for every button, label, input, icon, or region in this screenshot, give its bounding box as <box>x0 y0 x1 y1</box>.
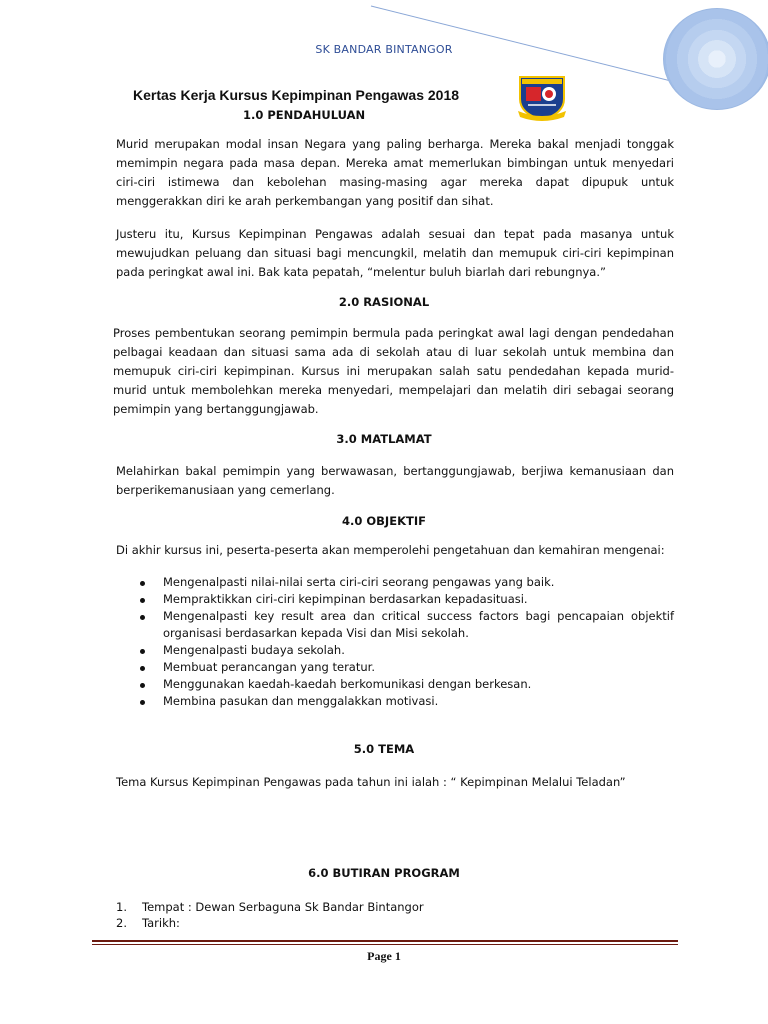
bullet-icon <box>140 666 145 671</box>
bullet-icon <box>140 598 145 603</box>
paragraph-matlamat: Melahirkan bakal pemimpin yang berwawasan, bertanggungjawab, berjiwa kemanusiaan dan berperikemanusiaan yang cemerlang. <box>116 464 674 497</box>
list-item: 2. Tarikh: <box>116 916 180 930</box>
list-item: Menggunakan kaedah-kaedah berkomunikasi dengan berkesan. <box>134 676 674 693</box>
paragraph-pendahuluan-2: Justeru itu, Kursus Kepimpinan Pengawas adalah sesuai dan tepat pada masanya untuk mewujudkan peluang dan situasi bagi mencungkil, melatih dan memupuk ciri-ciri kepimpinan pada peringkat awal ini. Bak kata pepatah, “melentur buluh biarlah dari rebungnya.” <box>116 227 674 279</box>
paragraph-tema: Tema Kursus Kepimpinan Pengawas pada tahun ini ialah : “ Kepimpinan Melalui Teladan” <box>116 775 626 789</box>
bullet-icon <box>140 581 145 586</box>
list-item: Mengenalpasti nilai-nilai serta ciri-ciri seorang pengawas yang baik. <box>134 574 674 591</box>
list-item: Membuat perancangan yang teratur. <box>134 659 674 676</box>
section-heading-objektif: 4.0 OBJEKTIF <box>342 514 426 528</box>
footer-rule <box>92 940 678 942</box>
list-item: Mempraktikkan ciri-ciri kepimpinan berdasarkan kepadasituasi. <box>134 591 674 608</box>
bullet-icon <box>140 615 145 620</box>
objectives-list <box>134 574 674 710</box>
program-details-list <box>116 899 674 931</box>
bullet-icon <box>140 649 145 654</box>
section-heading-rasional: 2.0 RASIONAL <box>338 295 430 309</box>
list-item: Mengenalpasti budaya sekolah. <box>134 642 674 659</box>
section-heading-tema: 5.0 TEMA <box>353 742 415 756</box>
header-school-name: SK BANDAR BINTANGOR <box>315 43 453 56</box>
school-crest-logo <box>516 73 568 121</box>
decorative-circle <box>663 8 768 110</box>
bullet-icon <box>140 683 145 688</box>
bullet-icon <box>140 700 145 705</box>
list-item: 1. Tempat : Dewan Serbaguna Sk Bandar Bintangor <box>116 900 424 914</box>
paragraph-objektif-intro: Di akhir kursus ini, peserta-peserta akan memperolehi pengetahuan dan kemahiran mengenai: <box>116 543 665 557</box>
list-item: Membina pasukan dan menggalakkan motivasi. <box>134 693 674 710</box>
footer-rule-thin <box>92 944 678 945</box>
paragraph-pendahuluan-1: Murid merupakan modal insan Negara yang paling berharga. Mereka bakal menjadi tonggak memimpin negara pada masa depan. Mereka amat memerlukan bimbingan untuk menyedari ciri-ciri istimewa dan kebolehan masing-masing agar mereka dapat dipupuk untuk menggerakkan diri ke arah perkembangan yang positif dan sihat. <box>116 137 674 208</box>
section-heading-pendahuluan: 1.0 PENDAHULUAN <box>243 108 366 122</box>
paragraph-rasional: Proses pembentukan seorang pemimpin bermula pada peringkat awal lagi dengan pendedahan pelbagai keadaan dan situasi sama ada di sekolah atau di luar sekolah untuk membina dan memupuk ciri-ciri kepimpinan. Kursus ini merupakan salah satu pendedahan kepada murid-murid untuk membolehkan mereka menyedari, mempelajari dan melatih diri sebagai seorang pemimpin yang bertanggungjawab. <box>113 326 674 416</box>
section-heading-butiran-program: 6.0 BUTIRAN PROGRAM <box>308 866 460 880</box>
page-number: Page 1 <box>367 949 401 963</box>
section-heading-matlamat: 3.0 MATLAMAT <box>336 432 432 446</box>
list-item: Mengenalpasti key result area dan critical success factors bagi pencapaian objektif organisasi berdasarkan kepada Visi dan Misi sekolah. <box>134 608 674 642</box>
document-title: Kertas Kerja Kursus Kepimpinan Pengawas 2018 <box>133 87 460 103</box>
